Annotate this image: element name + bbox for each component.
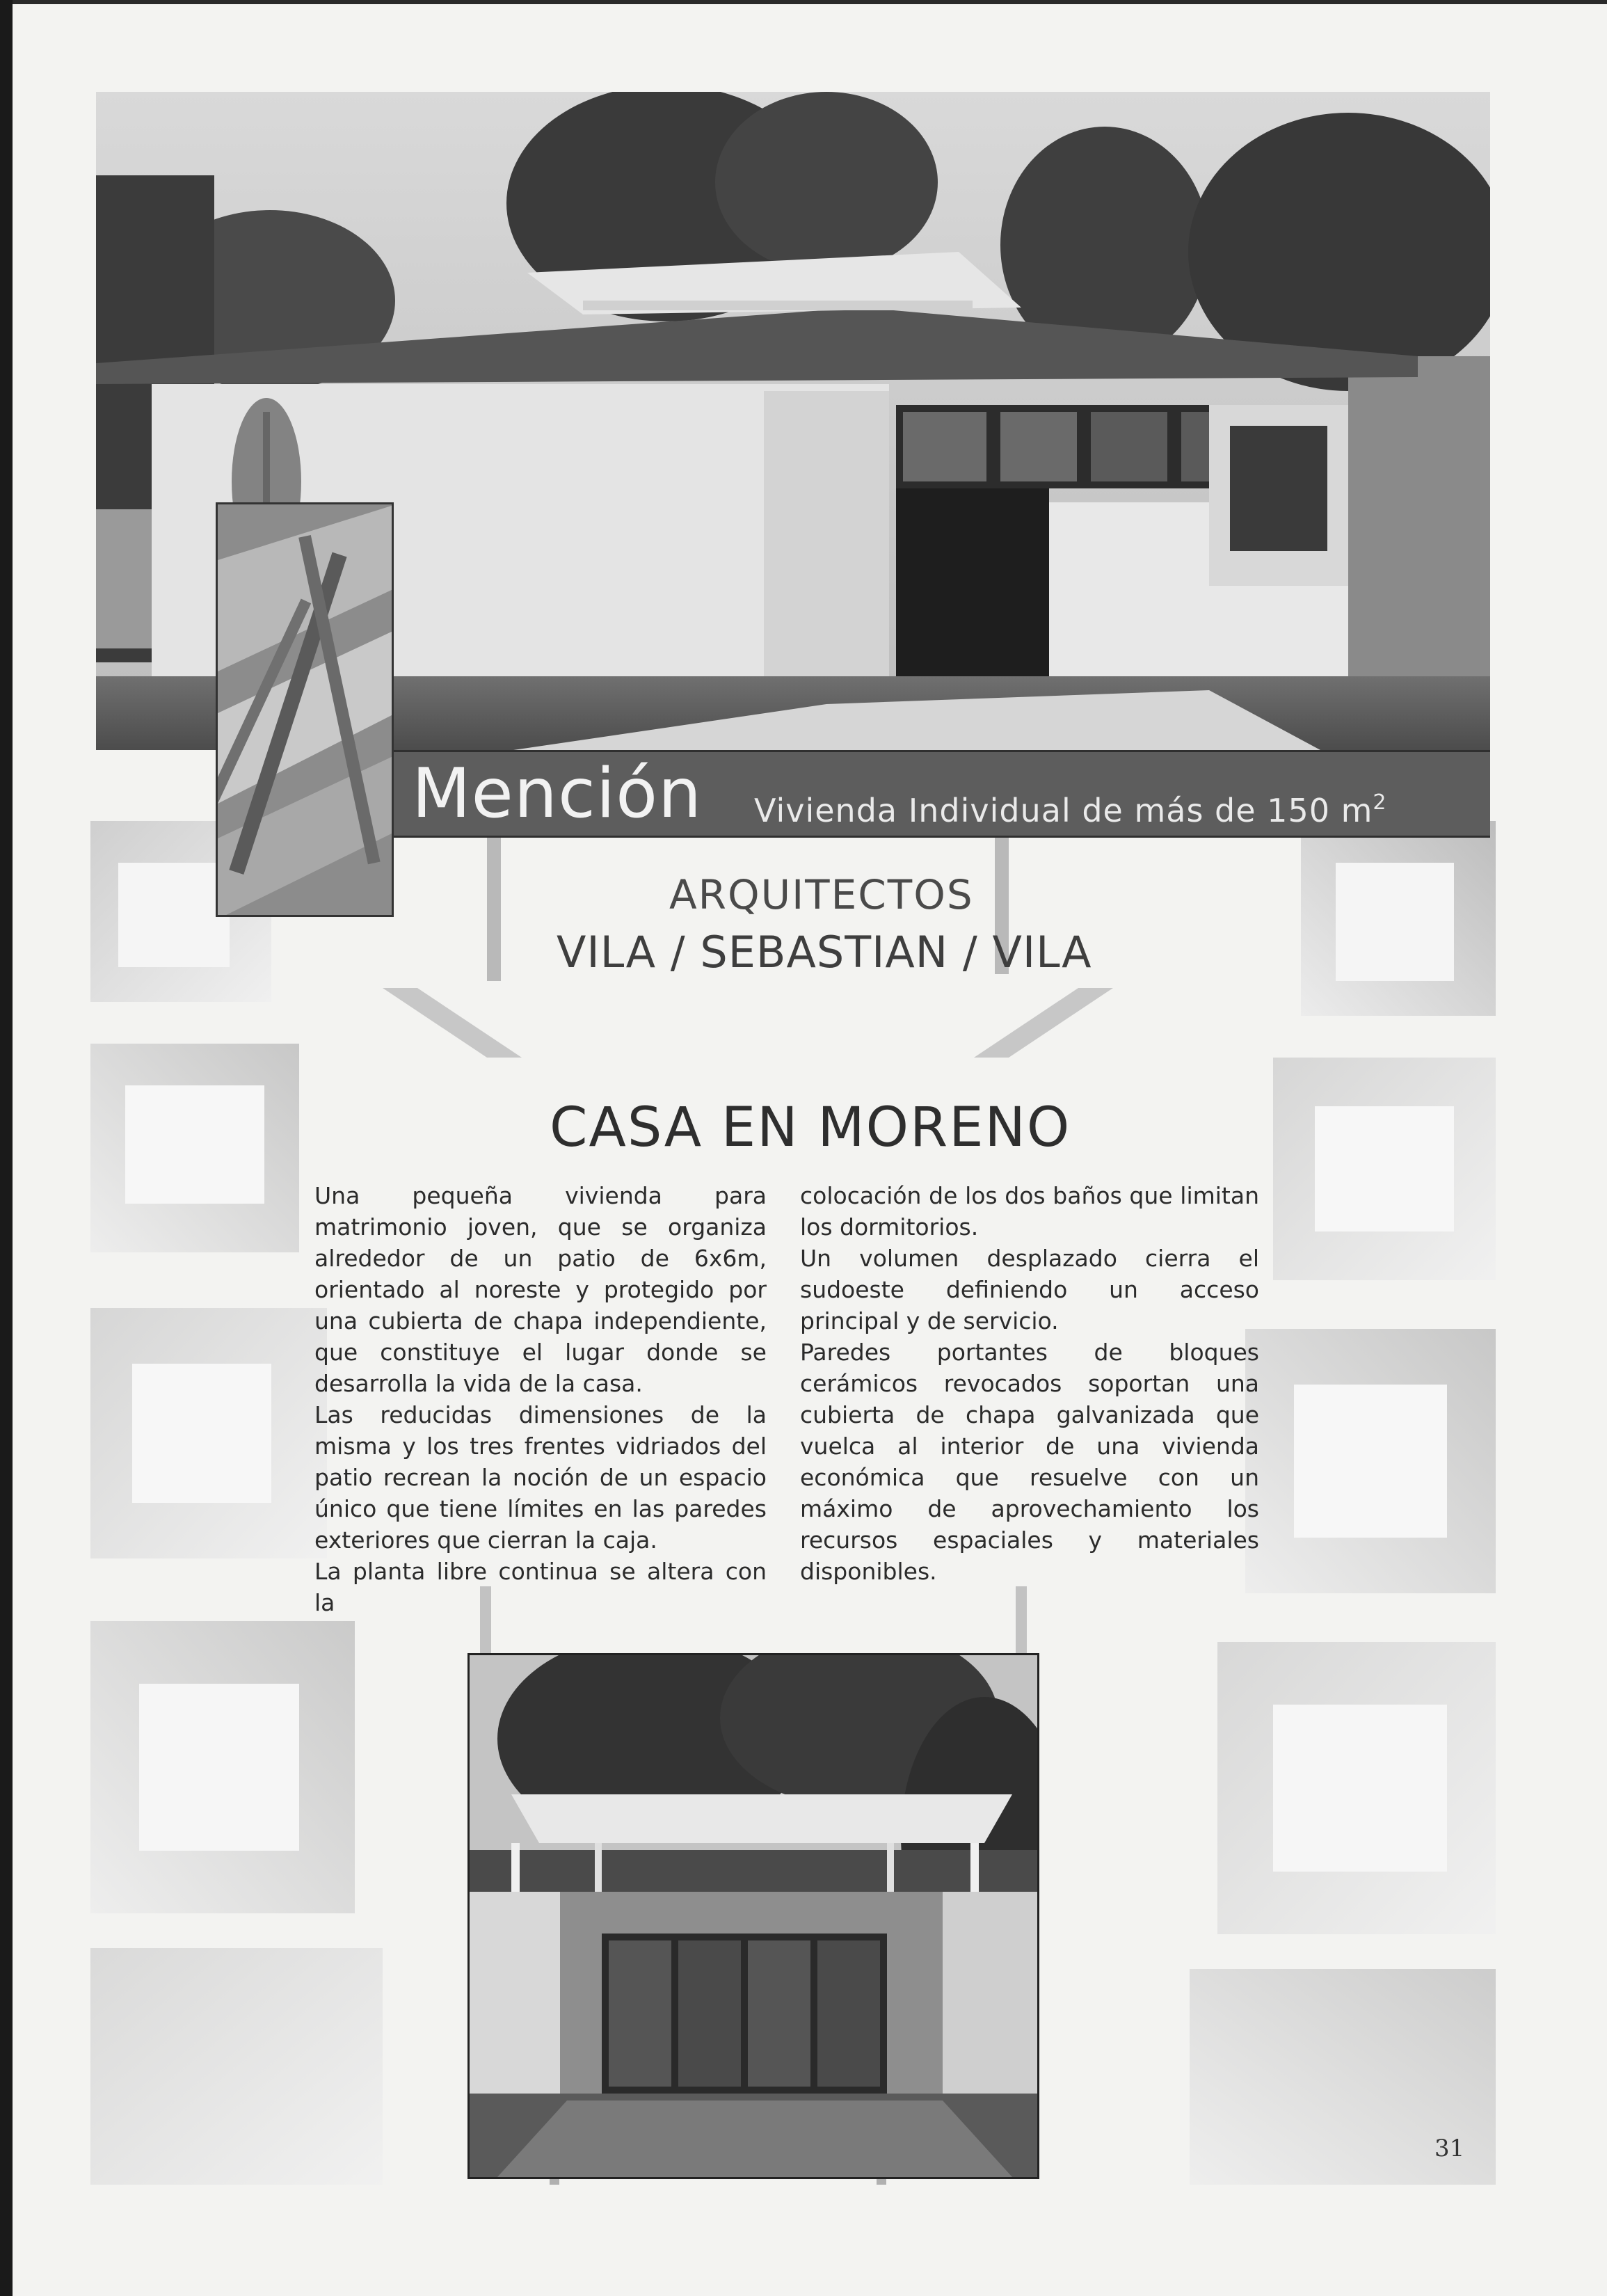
paragraph: La planta libre continua se altera con la (314, 1558, 767, 1616)
award-category-text: Vivienda Individual de más de 150 m (754, 792, 1373, 829)
page-binding-edge (0, 0, 13, 2296)
paragraph: Un volumen desplazado cierra el sudoeste definiendo un acceso principal y de servicio. (800, 1245, 1259, 1334)
award-category (754, 779, 1387, 835)
paragraph: Una pequeña vivienda para matrimonio joven, que se organiza alrededor de un patio de 6x6m, orientado al noreste y protegido por una cubierta de chapa independiente, que constituye el lugar donde se desarrolla la vida de la casa. (314, 1182, 767, 1397)
paragraph: colocación de los dos baños que limitan los dormitorios. (800, 1182, 1259, 1241)
project-title: CASA EN MORENO (550, 1097, 1071, 1159)
body-column-left (314, 1180, 767, 1618)
award-title: Mención (412, 754, 703, 834)
page-top-edge (0, 0, 1607, 4)
paragraph: Paredes portantes de bloques cerámicos revocados soportan una cubierta de chapa galvanizada que vuelca al interior de una vivienda económica que resuelve con un máximo de aprovechamiento los recursos espaciales y materiales disponibles. (800, 1339, 1259, 1585)
award-category-superscript: 2 (1373, 790, 1387, 815)
body-column-right (800, 1180, 1259, 1587)
patio-photo (467, 1653, 1039, 2179)
award-header-band (391, 750, 1490, 838)
page-number: 31 (1434, 2135, 1465, 2162)
competition-logo-image (216, 502, 394, 917)
architects-names: VILA / SEBASTIAN / VILA (557, 927, 1092, 978)
paragraph: Las reducidas dimensiones de la misma y los tres frentes vidriados del patio recrean la noción de un espacio único que tiene límites en las paredes exteriores que cierran la caja. (314, 1401, 767, 1554)
architects-label: ARQUITECTOS (669, 871, 974, 918)
